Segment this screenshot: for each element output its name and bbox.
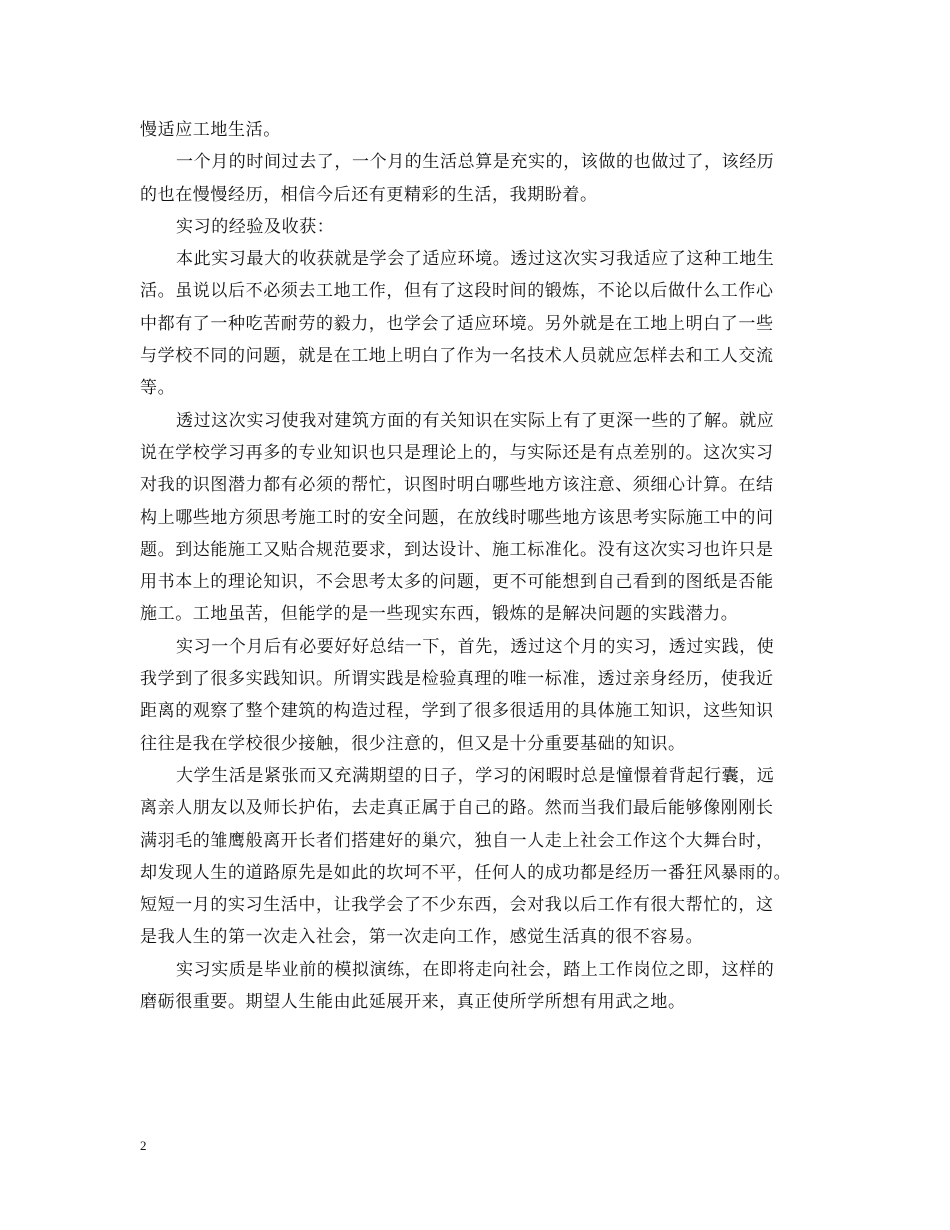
text-line: 慢适应工地生活。 bbox=[140, 120, 281, 140]
text-line: 用书本上的理论知识，不会思考太多的问题，更不可能想到自己看到的图纸是否能 bbox=[140, 572, 774, 593]
text-line: 说在学校学习再多的专业知识也只是理论上的，与实际还是有点差别的。这次实习 bbox=[140, 442, 774, 463]
text-line: 却发现人生的道路原先是如此的坎坷不平，任何人的成功都是经历一番狂风暴雨的。 bbox=[140, 862, 792, 883]
text-line: 大学生活是紧张而又充满期望的日子，学习的闲暇时总是憧憬着背起行囊，远 bbox=[176, 765, 775, 786]
document-body bbox=[140, 114, 820, 1018]
text-line: 磨砺很重要。期望人生能由此延展开来，真正使所学所想有用武之地。 bbox=[140, 992, 686, 1013]
text-line: 等。 bbox=[140, 378, 176, 399]
text-line: 与学校不同的问题，就是在工地上明白了作为一名技术人员就应怎样去和工人交流 bbox=[140, 346, 774, 367]
text-line: 满羽毛的雏鹰般离开长者们搭建好的巢穴，独自一人走上社会工作这个大舞台时， bbox=[140, 830, 774, 851]
text-line: 往往是我在学校很少接触，很少注意的，但又是十分重要基础的知识。 bbox=[140, 733, 686, 754]
page-number: 2 bbox=[140, 1138, 147, 1153]
text-line: 距离的观察了整个建筑的构造过程，学到了很多很适用的具体施工知识，这些知识 bbox=[140, 701, 774, 722]
text-line: 题。到达能施工又贴合规范要求，到达设计、施工标准化。没有这次实习也许只是 bbox=[140, 539, 774, 560]
text-line: 的也在慢慢经历，相信今后还有更精彩的生活，我期盼着。 bbox=[140, 184, 598, 205]
text-line: 透过这次实习使我对建筑方面的有关知识在实际上有了更深一些的了解。就应 bbox=[176, 410, 775, 431]
text-line: 短短一月的实习生活中，让我学会了不少东西，会对我以后工作有很大帮忙的，这 bbox=[140, 895, 774, 916]
text-line: 对我的识图潜力都有必须的帮忙，识图时明白哪些地方该注意、须细心计算。在结 bbox=[140, 475, 774, 496]
text-line: 实习的经验及收获： bbox=[176, 216, 335, 237]
text-line: 我学到了很多实践知识。所谓实践是检验真理的唯一标准，透过亲身经历，使我近 bbox=[140, 669, 774, 690]
text-line: 本此实习最大的收获就是学会了适应环境。透过这次实习我适应了这种工地生 bbox=[176, 249, 775, 270]
text-line: 一个月的时间过去了，一个月的生活总算是充实的，该做的也做过了，该经历 bbox=[176, 152, 775, 173]
text-line: 活。虽说以后不必须去工地工作，但有了这段时间的锻炼，不论以后做什么工作心 bbox=[140, 281, 774, 302]
text-line: 离亲人朋友以及师长护佑，去走真正属于自己的路。然而当我们最后能够像刚刚长 bbox=[140, 798, 774, 819]
text-line: 实习实质是毕业前的模拟演练，在即将走向社会，踏上工作岗位之即，这样的 bbox=[176, 959, 775, 980]
text-line: 施工。工地虽苦，但能学的是一些现实东西，锻炼的是解决问题的实践潜力。 bbox=[140, 604, 739, 625]
text-line: 构上哪些地方须思考施工时的安全问题，在放线时哪些地方该思考实际施工中的问 bbox=[140, 507, 774, 528]
text-line: 中都有了一种吃苦耐劳的毅力，也学会了适应环境。另外就是在工地上明白了一些 bbox=[140, 313, 774, 334]
text-line: 是我人生的第一次走入社会，第一次走向工作，感觉生活真的很不容易。 bbox=[140, 927, 704, 948]
text-line: 实习一个月后有必要好好总结一下，首先，透过这个月的实习，透过实践，使 bbox=[176, 636, 775, 657]
